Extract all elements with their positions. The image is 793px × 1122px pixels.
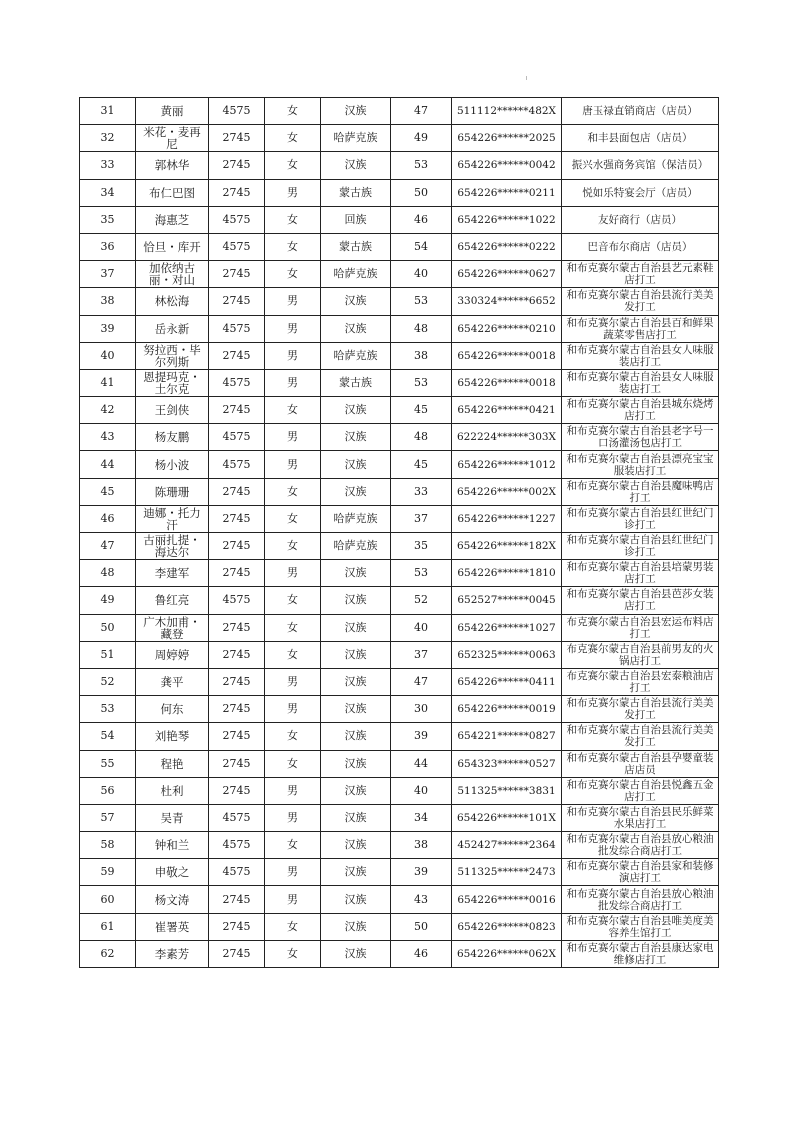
id-number-cell: 652325******0063 xyxy=(452,641,562,668)
workplace-cell: 悦如乐特宴会厅（店员） xyxy=(562,179,719,206)
id-number-cell: 511325******3831 xyxy=(452,777,562,804)
sex-cell: 女 xyxy=(265,505,321,532)
id-number-cell: 511112******482X xyxy=(452,98,562,125)
ethnicity-cell: 汉族 xyxy=(321,614,391,641)
name-cell: 恩提玛克・土尔克 xyxy=(136,369,209,396)
workplace-cell: 和布克赛尔蒙古自治县漂亮宝宝服装店打工 xyxy=(562,451,719,478)
row-number-cell: 60 xyxy=(80,886,136,913)
name-cell: 李素芳 xyxy=(136,940,209,967)
sex-cell: 女 xyxy=(265,614,321,641)
workplace-cell: 巴音布尔商店（店员） xyxy=(562,233,719,260)
code-cell: 4575 xyxy=(209,369,265,396)
age-cell: 40 xyxy=(391,261,452,288)
workplace-cell: 和布克赛尔蒙古自治县流行美美发打工 xyxy=(562,723,719,750)
workplace-cell: 和布克赛尔蒙古自治县女人味服装店打工 xyxy=(562,342,719,369)
age-cell: 37 xyxy=(391,505,452,532)
row-number-cell: 31 xyxy=(80,98,136,125)
row-number-cell: 37 xyxy=(80,261,136,288)
age-cell: 38 xyxy=(391,832,452,859)
sex-cell: 男 xyxy=(265,560,321,587)
workplace-cell: 和布克赛尔蒙古自治县红世纪门诊打工 xyxy=(562,505,719,532)
sex-cell: 女 xyxy=(265,940,321,967)
age-cell: 53 xyxy=(391,152,452,179)
sex-cell: 男 xyxy=(265,424,321,451)
id-number-cell: 654226******1810 xyxy=(452,560,562,587)
workplace-cell: 和布克赛尔蒙古自治县康达家电维修店打工 xyxy=(562,940,719,967)
sex-cell: 男 xyxy=(265,886,321,913)
table-row xyxy=(80,179,719,206)
row-number-cell: 55 xyxy=(80,750,136,777)
code-cell: 4575 xyxy=(209,424,265,451)
code-cell: 2745 xyxy=(209,533,265,560)
sex-cell: 女 xyxy=(265,723,321,750)
workplace-cell: 和布克赛尔蒙古自治县老字号一口汤灌汤包店打工 xyxy=(562,424,719,451)
table-row xyxy=(80,397,719,424)
ethnicity-cell: 汉族 xyxy=(321,98,391,125)
age-cell: 46 xyxy=(391,940,452,967)
id-number-cell: 654226******182X xyxy=(452,533,562,560)
row-number-cell: 45 xyxy=(80,478,136,505)
id-number-cell: 654323******0527 xyxy=(452,750,562,777)
ethnicity-cell: 哈萨克族 xyxy=(321,533,391,560)
row-number-cell: 34 xyxy=(80,179,136,206)
id-number-cell: 654226******0019 xyxy=(452,696,562,723)
code-cell: 2745 xyxy=(209,723,265,750)
age-cell: 40 xyxy=(391,614,452,641)
name-cell: 黄丽 xyxy=(136,98,209,125)
age-cell: 50 xyxy=(391,179,452,206)
row-number-cell: 46 xyxy=(80,505,136,532)
row-number-cell: 51 xyxy=(80,641,136,668)
id-number-cell: 654226******1027 xyxy=(452,614,562,641)
workplace-cell: 和布克赛尔蒙古自治县孕婴童装店店员 xyxy=(562,750,719,777)
ethnicity-cell: 汉族 xyxy=(321,152,391,179)
sex-cell: 女 xyxy=(265,152,321,179)
ethnicity-cell: 汉族 xyxy=(321,587,391,614)
ethnicity-cell: 哈萨克族 xyxy=(321,505,391,532)
id-number-cell: 654226******062X xyxy=(452,940,562,967)
name-cell: 海惠芝 xyxy=(136,206,209,233)
ethnicity-cell: 汉族 xyxy=(321,478,391,505)
ethnicity-cell: 汉族 xyxy=(321,315,391,342)
table-row xyxy=(80,723,719,750)
code-cell: 2745 xyxy=(209,886,265,913)
ethnicity-cell: 汉族 xyxy=(321,560,391,587)
code-cell: 4575 xyxy=(209,832,265,859)
id-number-cell: 330324******6652 xyxy=(452,288,562,315)
row-number-cell: 50 xyxy=(80,614,136,641)
ethnicity-cell: 蒙古族 xyxy=(321,369,391,396)
workplace-cell: 和布克赛尔蒙古自治县悦鑫五金店打工 xyxy=(562,777,719,804)
age-cell: 47 xyxy=(391,668,452,695)
sex-cell: 男 xyxy=(265,179,321,206)
name-cell: 古丽扎提・海达尔 xyxy=(136,533,209,560)
code-cell: 2745 xyxy=(209,261,265,288)
code-cell: 2745 xyxy=(209,179,265,206)
name-cell: 杨友鹏 xyxy=(136,424,209,451)
sex-cell: 女 xyxy=(265,98,321,125)
table-row xyxy=(80,505,719,532)
age-cell: 39 xyxy=(391,723,452,750)
id-number-cell: 652527******0045 xyxy=(452,587,562,614)
row-number-cell: 40 xyxy=(80,342,136,369)
row-number-cell: 56 xyxy=(80,777,136,804)
workplace-cell: 和布克赛尔蒙古自治县培蒙男装店打工 xyxy=(562,560,719,587)
row-number-cell: 47 xyxy=(80,533,136,560)
sex-cell: 男 xyxy=(265,668,321,695)
row-number-cell: 36 xyxy=(80,233,136,260)
table-row xyxy=(80,342,719,369)
code-cell: 2745 xyxy=(209,397,265,424)
sex-cell: 女 xyxy=(265,397,321,424)
name-cell: 迪娜・托力汗 xyxy=(136,505,209,532)
row-number-cell: 62 xyxy=(80,940,136,967)
age-cell: 53 xyxy=(391,369,452,396)
id-number-cell: 654226******0222 xyxy=(452,233,562,260)
age-cell: 38 xyxy=(391,342,452,369)
age-cell: 47 xyxy=(391,98,452,125)
table-row xyxy=(80,560,719,587)
name-cell: 广木加甫・藏登 xyxy=(136,614,209,641)
ethnicity-cell: 汉族 xyxy=(321,777,391,804)
table-row xyxy=(80,233,719,260)
sex-cell: 女 xyxy=(265,750,321,777)
scan-mark xyxy=(526,76,527,80)
id-number-cell: 654226******0210 xyxy=(452,315,562,342)
row-number-cell: 57 xyxy=(80,804,136,831)
code-cell: 2745 xyxy=(209,940,265,967)
sex-cell: 女 xyxy=(265,478,321,505)
workplace-cell: 和布克赛尔蒙古自治县红世纪门诊打工 xyxy=(562,533,719,560)
employee-table xyxy=(79,97,719,968)
ethnicity-cell: 汉族 xyxy=(321,451,391,478)
sex-cell: 女 xyxy=(265,125,321,152)
id-number-cell: 452427******2364 xyxy=(452,832,562,859)
table-row xyxy=(80,315,719,342)
table-row xyxy=(80,696,719,723)
code-cell: 4575 xyxy=(209,315,265,342)
code-cell: 2745 xyxy=(209,750,265,777)
age-cell: 53 xyxy=(391,560,452,587)
row-number-cell: 32 xyxy=(80,125,136,152)
table-row xyxy=(80,261,719,288)
workplace-cell: 布克赛尔蒙古自治县宏运布料店打工 xyxy=(562,614,719,641)
ethnicity-cell: 汉族 xyxy=(321,668,391,695)
id-number-cell: 654226******1022 xyxy=(452,206,562,233)
code-cell: 4575 xyxy=(209,804,265,831)
name-cell: 陈珊珊 xyxy=(136,478,209,505)
code-cell: 2745 xyxy=(209,560,265,587)
code-cell: 2745 xyxy=(209,641,265,668)
workplace-cell: 振兴水强商务宾馆（保洁员） xyxy=(562,152,719,179)
ethnicity-cell: 汉族 xyxy=(321,723,391,750)
ethnicity-cell: 哈萨克族 xyxy=(321,125,391,152)
row-number-cell: 61 xyxy=(80,913,136,940)
sex-cell: 男 xyxy=(265,777,321,804)
workplace-cell: 和丰县面包店（店员） xyxy=(562,125,719,152)
sex-cell: 男 xyxy=(265,342,321,369)
age-cell: 48 xyxy=(391,315,452,342)
id-number-cell: 654221******0827 xyxy=(452,723,562,750)
name-cell: 郭林华 xyxy=(136,152,209,179)
table-row xyxy=(80,152,719,179)
ethnicity-cell: 汉族 xyxy=(321,832,391,859)
name-cell: 钟和兰 xyxy=(136,832,209,859)
row-number-cell: 33 xyxy=(80,152,136,179)
code-cell: 2745 xyxy=(209,478,265,505)
code-cell: 2745 xyxy=(209,696,265,723)
ethnicity-cell: 汉族 xyxy=(321,288,391,315)
id-number-cell: 654226******0211 xyxy=(452,179,562,206)
id-number-cell: 654226******0411 xyxy=(452,668,562,695)
table-row xyxy=(80,913,719,940)
name-cell: 周婷婷 xyxy=(136,641,209,668)
table-row xyxy=(80,777,719,804)
name-cell: 杨文涛 xyxy=(136,886,209,913)
age-cell: 37 xyxy=(391,641,452,668)
age-cell: 43 xyxy=(391,886,452,913)
table-row xyxy=(80,98,719,125)
id-number-cell: 654226******0421 xyxy=(452,397,562,424)
ethnicity-cell: 汉族 xyxy=(321,886,391,913)
ethnicity-cell: 哈萨克族 xyxy=(321,342,391,369)
workplace-cell: 和布克赛尔蒙古自治县芭莎女装店打工 xyxy=(562,587,719,614)
ethnicity-cell: 回族 xyxy=(321,206,391,233)
ethnicity-cell: 蒙古族 xyxy=(321,179,391,206)
code-cell: 4575 xyxy=(209,587,265,614)
table-row xyxy=(80,614,719,641)
ethnicity-cell: 汉族 xyxy=(321,397,391,424)
id-number-cell: 654226******0823 xyxy=(452,913,562,940)
workplace-cell: 和布克赛尔蒙古自治县艺元素鞋店打工 xyxy=(562,261,719,288)
code-cell: 4575 xyxy=(209,859,265,886)
age-cell: 45 xyxy=(391,451,452,478)
name-cell: 何东 xyxy=(136,696,209,723)
id-number-cell: 654226******0018 xyxy=(452,342,562,369)
name-cell: 申敬之 xyxy=(136,859,209,886)
code-cell: 2745 xyxy=(209,668,265,695)
id-number-cell: 511325******2473 xyxy=(452,859,562,886)
workplace-cell: 和布克赛尔蒙古自治县放心粮油批发综合商店打工 xyxy=(562,832,719,859)
ethnicity-cell: 哈萨克族 xyxy=(321,261,391,288)
id-number-cell: 654226******0627 xyxy=(452,261,562,288)
name-cell: 岳永新 xyxy=(136,315,209,342)
table-row xyxy=(80,206,719,233)
workplace-cell: 和布克赛尔蒙古自治县流行美美发打工 xyxy=(562,288,719,315)
code-cell: 2745 xyxy=(209,152,265,179)
code-cell: 2745 xyxy=(209,342,265,369)
name-cell: 林松海 xyxy=(136,288,209,315)
row-number-cell: 48 xyxy=(80,560,136,587)
age-cell: 34 xyxy=(391,804,452,831)
ethnicity-cell: 汉族 xyxy=(321,940,391,967)
row-number-cell: 44 xyxy=(80,451,136,478)
sex-cell: 女 xyxy=(265,641,321,668)
name-cell: 杨小波 xyxy=(136,451,209,478)
name-cell: 刘艳琴 xyxy=(136,723,209,750)
workplace-cell: 和布克赛尔蒙古自治县百和鲜果蔬菜零售店打工 xyxy=(562,315,719,342)
sex-cell: 女 xyxy=(265,832,321,859)
sex-cell: 男 xyxy=(265,451,321,478)
sex-cell: 女 xyxy=(265,587,321,614)
sex-cell: 男 xyxy=(265,696,321,723)
id-number-cell: 654226******0018 xyxy=(452,369,562,396)
row-number-cell: 41 xyxy=(80,369,136,396)
name-cell: 王剑侠 xyxy=(136,397,209,424)
age-cell: 48 xyxy=(391,424,452,451)
name-cell: 米花・麦再尼 xyxy=(136,125,209,152)
id-number-cell: 654226******101X xyxy=(452,804,562,831)
age-cell: 45 xyxy=(391,397,452,424)
name-cell: 恰旦・库开 xyxy=(136,233,209,260)
sex-cell: 女 xyxy=(265,533,321,560)
name-cell: 吴青 xyxy=(136,804,209,831)
table-row xyxy=(80,940,719,967)
code-cell: 2745 xyxy=(209,125,265,152)
ethnicity-cell: 汉族 xyxy=(321,913,391,940)
table-row xyxy=(80,288,719,315)
table-row xyxy=(80,533,719,560)
name-cell: 加依纳古丽・对山 xyxy=(136,261,209,288)
sex-cell: 男 xyxy=(265,859,321,886)
age-cell: 50 xyxy=(391,913,452,940)
row-number-cell: 52 xyxy=(80,668,136,695)
name-cell: 李建军 xyxy=(136,560,209,587)
name-cell: 程艳 xyxy=(136,750,209,777)
name-cell: 崔署英 xyxy=(136,913,209,940)
age-cell: 52 xyxy=(391,587,452,614)
workplace-cell: 和布克赛尔蒙古自治县流行美美发打工 xyxy=(562,696,719,723)
name-cell: 杜利 xyxy=(136,777,209,804)
ethnicity-cell: 汉族 xyxy=(321,859,391,886)
code-cell: 2745 xyxy=(209,777,265,804)
age-cell: 53 xyxy=(391,288,452,315)
workplace-cell: 和布克赛尔蒙古自治县民乐鲜菜水果店打工 xyxy=(562,804,719,831)
name-cell: 龚平 xyxy=(136,668,209,695)
table-row xyxy=(80,832,719,859)
workplace-cell: 唐玉禄直销商店（店员） xyxy=(562,98,719,125)
sex-cell: 女 xyxy=(265,261,321,288)
workplace-cell: 和布克赛尔蒙古自治县家和装修演店打工 xyxy=(562,859,719,886)
workplace-cell: 和布克赛尔蒙古自治县魔味鸭店打工 xyxy=(562,478,719,505)
row-number-cell: 42 xyxy=(80,397,136,424)
code-cell: 4575 xyxy=(209,233,265,260)
code-cell: 4575 xyxy=(209,98,265,125)
id-number-cell: 654226******0042 xyxy=(452,152,562,179)
workplace-cell: 和布克赛尔蒙古自治县唯美度美容养生馆打工 xyxy=(562,913,719,940)
row-number-cell: 59 xyxy=(80,859,136,886)
age-cell: 30 xyxy=(391,696,452,723)
ethnicity-cell: 汉族 xyxy=(321,641,391,668)
sex-cell: 女 xyxy=(265,913,321,940)
row-number-cell: 38 xyxy=(80,288,136,315)
table-row xyxy=(80,668,719,695)
workplace-cell: 布克赛尔蒙古自治县宏泰粮油店打工 xyxy=(562,668,719,695)
id-number-cell: 654226******1012 xyxy=(452,451,562,478)
sex-cell: 男 xyxy=(265,315,321,342)
age-cell: 35 xyxy=(391,533,452,560)
table-row xyxy=(80,125,719,152)
ethnicity-cell: 汉族 xyxy=(321,696,391,723)
age-cell: 33 xyxy=(391,478,452,505)
age-cell: 40 xyxy=(391,777,452,804)
age-cell: 46 xyxy=(391,206,452,233)
table-row xyxy=(80,804,719,831)
ethnicity-cell: 汉族 xyxy=(321,424,391,451)
ethnicity-cell: 汉族 xyxy=(321,750,391,777)
workplace-cell: 和布克赛尔蒙古自治县放心粮油批发综合商店打工 xyxy=(562,886,719,913)
row-number-cell: 49 xyxy=(80,587,136,614)
row-number-cell: 39 xyxy=(80,315,136,342)
name-cell: 努拉西・毕尔列斯 xyxy=(136,342,209,369)
table-row xyxy=(80,886,719,913)
sex-cell: 男 xyxy=(265,804,321,831)
table-row xyxy=(80,750,719,777)
workplace-cell: 布克赛尔蒙古自治县前男友的火锅店打工 xyxy=(562,641,719,668)
sex-cell: 男 xyxy=(265,369,321,396)
code-cell: 4575 xyxy=(209,451,265,478)
table-body xyxy=(80,98,719,968)
code-cell: 2745 xyxy=(209,288,265,315)
age-cell: 49 xyxy=(391,125,452,152)
table-row xyxy=(80,369,719,396)
row-number-cell: 43 xyxy=(80,424,136,451)
workplace-cell: 和布克赛尔蒙古自治县女人味服装店打工 xyxy=(562,369,719,396)
age-cell: 39 xyxy=(391,859,452,886)
sex-cell: 女 xyxy=(265,206,321,233)
workplace-cell: 友好商行（店员） xyxy=(562,206,719,233)
id-number-cell: 654226******002X xyxy=(452,478,562,505)
table-row xyxy=(80,451,719,478)
sex-cell: 男 xyxy=(265,288,321,315)
age-cell: 54 xyxy=(391,233,452,260)
table-row xyxy=(80,587,719,614)
code-cell: 4575 xyxy=(209,206,265,233)
id-number-cell: 654226******0016 xyxy=(452,886,562,913)
ethnicity-cell: 蒙古族 xyxy=(321,233,391,260)
id-number-cell: 654226******2025 xyxy=(452,125,562,152)
name-cell: 鲁红亮 xyxy=(136,587,209,614)
workplace-cell: 和布克赛尔蒙古自治县城东烧烤店打工 xyxy=(562,397,719,424)
sex-cell: 女 xyxy=(265,233,321,260)
row-number-cell: 53 xyxy=(80,696,136,723)
code-cell: 2745 xyxy=(209,913,265,940)
code-cell: 2745 xyxy=(209,505,265,532)
row-number-cell: 58 xyxy=(80,832,136,859)
name-cell: 布仁巴图 xyxy=(136,179,209,206)
table-row xyxy=(80,859,719,886)
ethnicity-cell: 汉族 xyxy=(321,804,391,831)
row-number-cell: 35 xyxy=(80,206,136,233)
id-number-cell: 654226******1227 xyxy=(452,505,562,532)
id-number-cell: 622224******303X xyxy=(452,424,562,451)
age-cell: 44 xyxy=(391,750,452,777)
table-row xyxy=(80,478,719,505)
table-row xyxy=(80,641,719,668)
table-row xyxy=(80,424,719,451)
row-number-cell: 54 xyxy=(80,723,136,750)
code-cell: 2745 xyxy=(209,614,265,641)
